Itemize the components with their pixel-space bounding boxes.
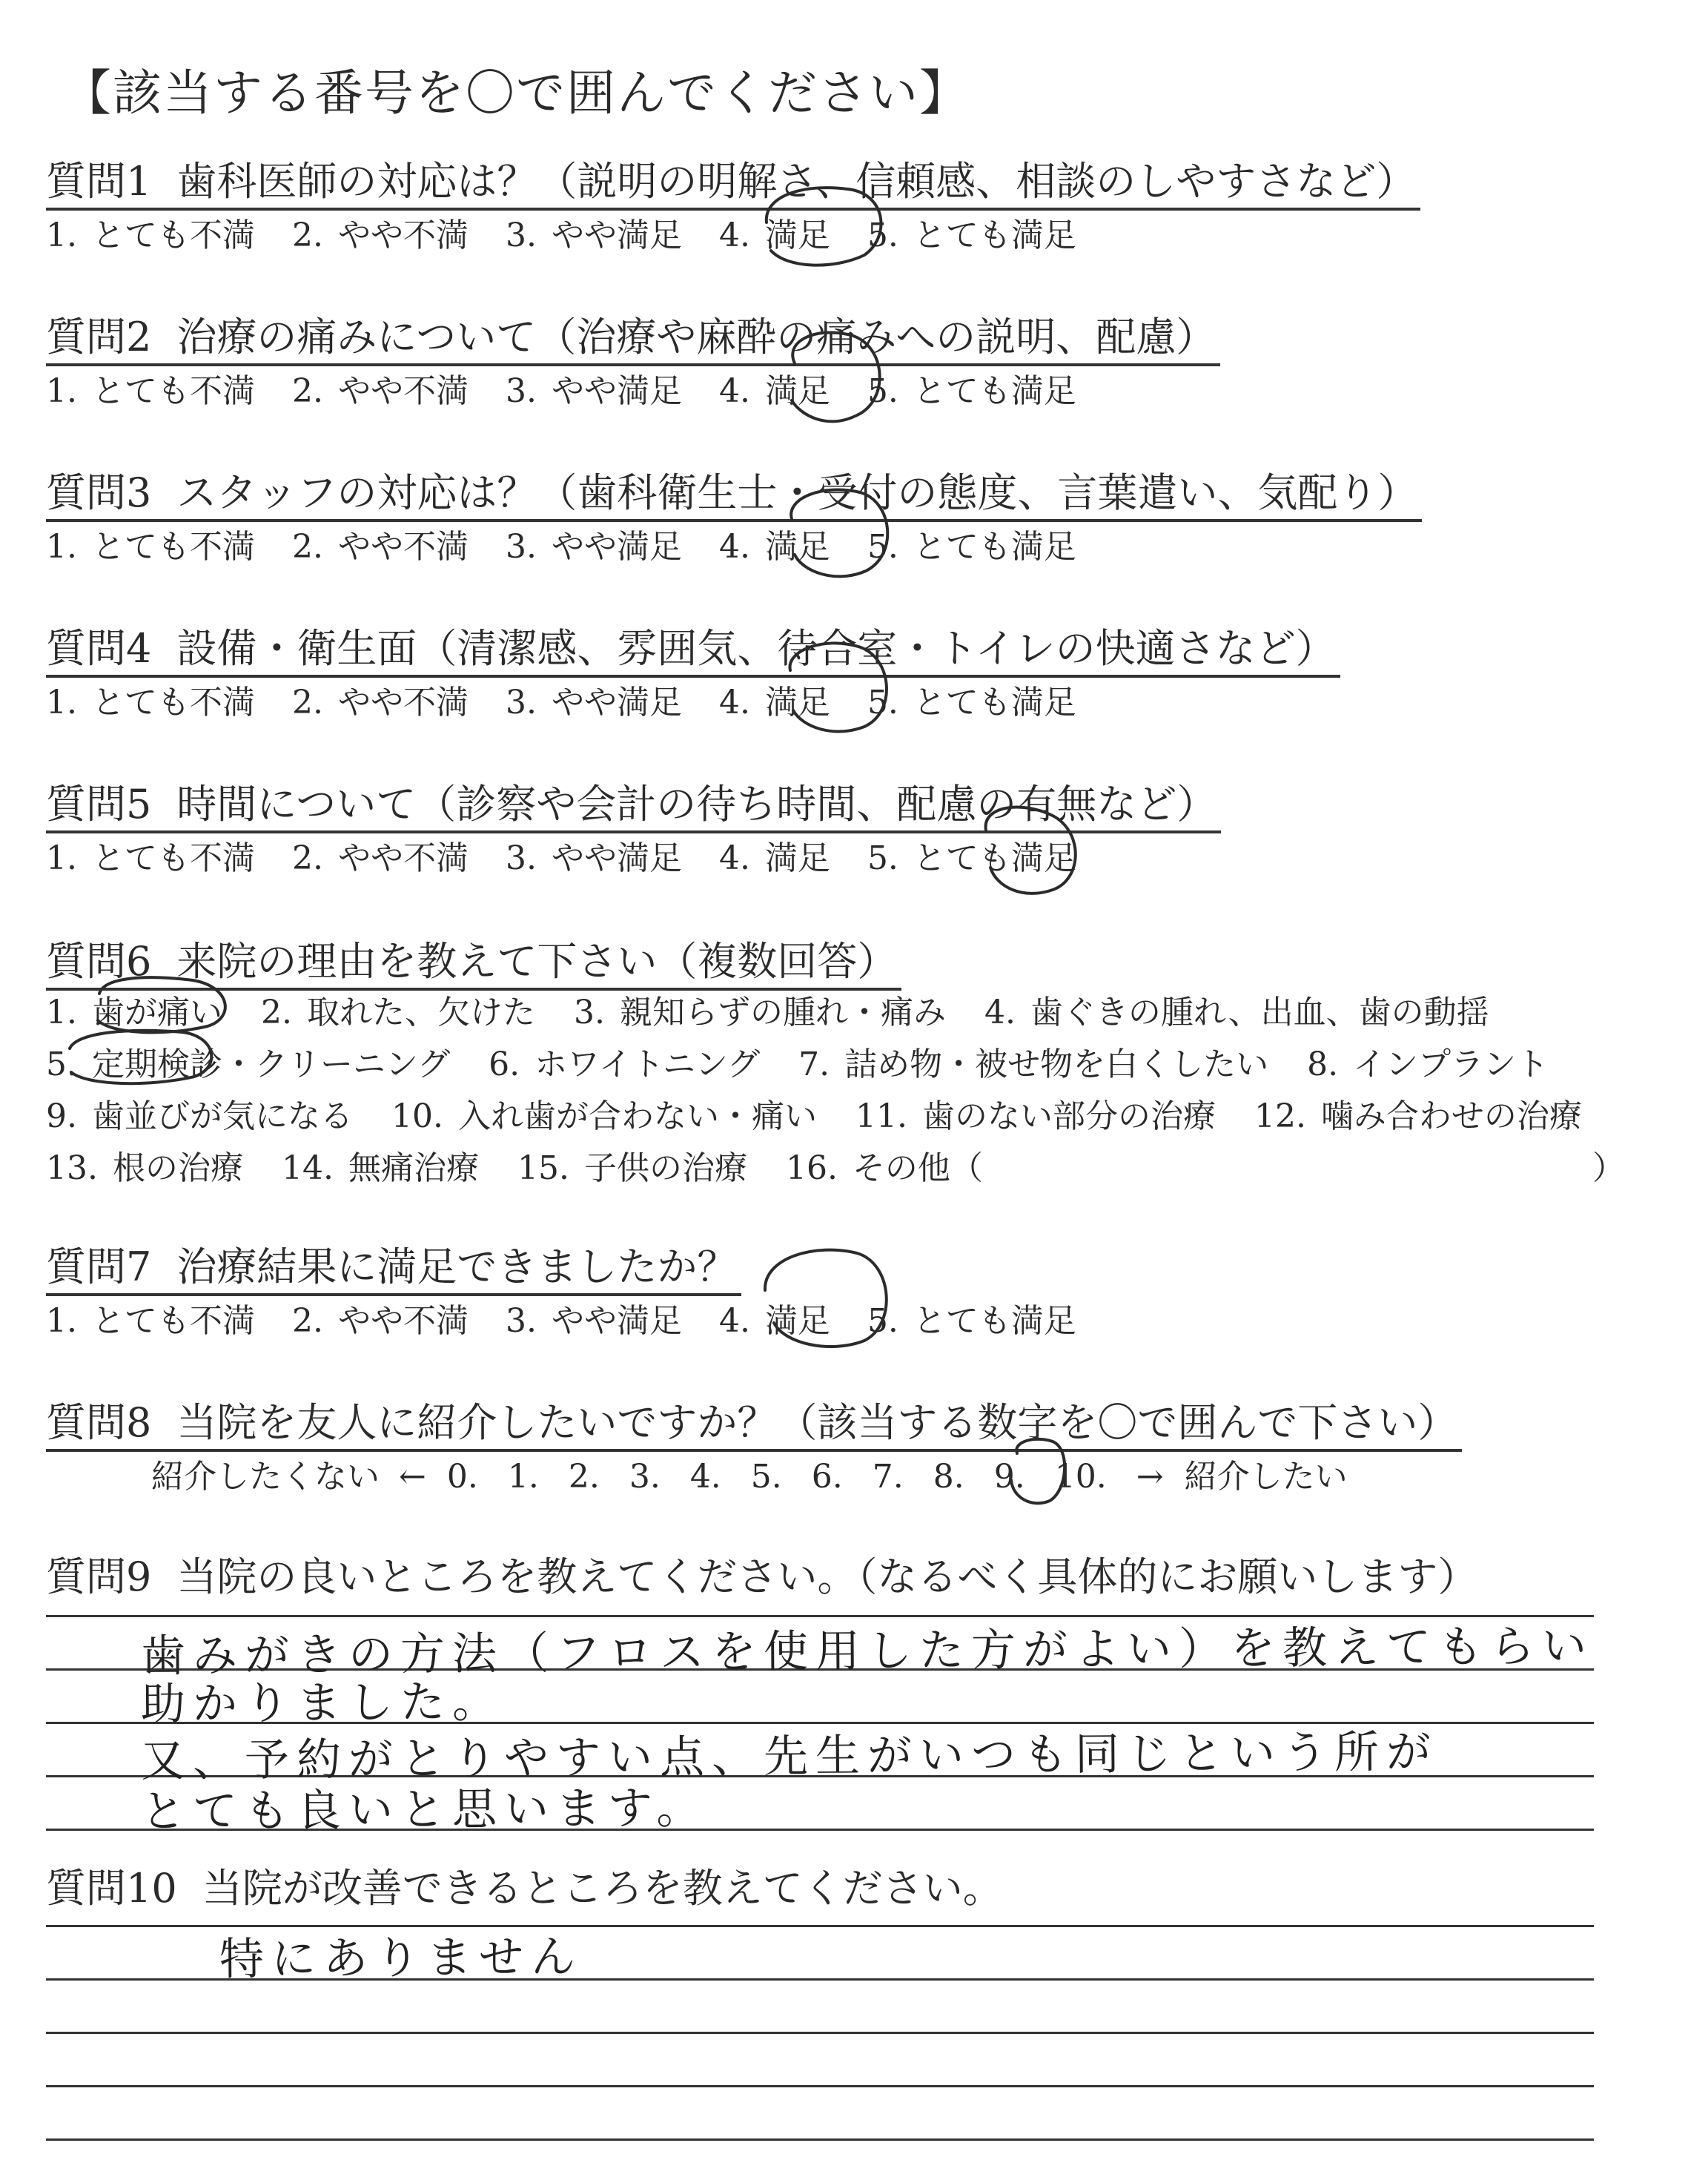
option-2[interactable]: 2. やや不満 [291,528,469,566]
score-7[interactable]: 7. [872,1458,904,1496]
answer-line [46,1615,1594,1617]
option-4[interactable]: 4. 満足 [718,1302,830,1340]
option-1[interactable]: 1. とても不満 [46,1302,255,1340]
option-4[interactable]: 4. 満足 [718,839,830,877]
q10-answer-line-1: 特にありません [219,1931,583,1986]
score-10[interactable]: 10. [1054,1458,1107,1496]
question-8-scale [151,1455,1348,1499]
option-4[interactable]: 4. 歯ぐきの腫れ、出血、歯の動揺 [984,994,1489,1031]
question-number: 質問6 [46,938,152,985]
option-7[interactable]: 7. 詰め物・被せ物を白くしたい [798,1046,1269,1083]
question-number: 質問10 [46,1865,177,1912]
question-text: 設備・衛生面（清潔感、雰囲気、待合室・トイレの快適さなど） [176,625,1336,672]
question-3-scale [46,525,1113,569]
question-6-row-2 [46,1043,1587,1087]
question-number: 質問5 [46,781,152,828]
question-text: スタッフの対応は？（歯科衛生士・受付の態度、言葉遣い、気配り） [176,469,1418,516]
question-number: 質問3 [46,469,152,516]
arrow-left-icon: ← [399,1458,426,1496]
other-close-paren: ） [1592,1149,1625,1187]
question-text: 来院の理由を教えて下さい（複数回答） [176,938,898,985]
question-6-row-3 [46,1094,1621,1139]
answer-line [46,1925,1594,1927]
question-number: 質問1 [46,158,152,205]
option-2[interactable]: 2. やや不満 [291,1302,469,1340]
option-3[interactable]: 3. やや満足 [505,217,682,254]
answer-line [46,2138,1594,2141]
question-text: 時間について（診察や会計の待ち時間、配慮の有無など） [176,781,1217,828]
scale-right-label: 紹介したい [1184,1458,1348,1496]
question-text: 当院の良いところを教えてください。（なるべく具体的にお願いします） [176,1553,1478,1600]
question-10-heading [46,1863,1007,1915]
option-1[interactable]: 1. とても不満 [46,684,255,721]
question-text: 治療の痛みについて（治療や麻酔の痛みへの説明、配慮） [176,314,1217,360]
question-6-row-4 [46,1146,1022,1191]
option-2[interactable]: 2. やや不満 [291,839,469,877]
option-1[interactable]: 1. 歯が痛い [46,994,222,1031]
question-9-heading [46,1551,1482,1603]
score-4[interactable]: 4. [689,1458,721,1496]
score-0[interactable]: 0. [446,1458,478,1496]
answer-line [46,2085,1594,2087]
option-1[interactable]: 1. とても不満 [46,217,255,254]
arrow-right-icon: → [1136,1458,1164,1496]
option-2[interactable]: 2. やや不満 [291,217,469,254]
option-3[interactable]: 3. やや満足 [505,839,682,877]
option-5[interactable]: 5. とても満足 [867,217,1076,254]
option-2[interactable]: 2. やや不満 [291,372,469,410]
option-3[interactable]: 3. やや満足 [505,1302,682,1340]
question-1-heading [46,156,1420,211]
question-number: 質問2 [46,314,152,360]
question-text: 当院が改善できるところを教えてください。 [202,1865,1003,1912]
q9-answer-line-3: 又、予約がとりやすい点、先生がいつも同じという所が [140,1725,1439,1788]
option-16[interactable]: 16. その他（ [785,1149,983,1187]
question-6-heading [46,936,901,991]
question-1-scale [46,214,1113,258]
option-1[interactable]: 1. とても不満 [46,528,255,566]
option-8[interactable]: 8. インプラント [1307,1046,1549,1083]
option-14[interactable]: 14. 無痛治療 [281,1149,479,1187]
score-3[interactable]: 3. [629,1458,661,1496]
q9-answer-line-2: 助かりました。 [140,1676,505,1731]
option-5[interactable]: 5. とても満足 [867,372,1076,410]
score-1[interactable]: 1. [507,1458,539,1496]
question-3-heading [46,467,1422,522]
option-2[interactable]: 2. やや不満 [291,684,469,721]
scale-left-label: 紹介したくない [151,1458,380,1496]
question-4-scale [46,681,1113,725]
answer-line [46,2032,1594,2034]
option-11[interactable]: 11. 歯のない部分の治療 [855,1097,1216,1135]
question-2-heading [46,311,1220,366]
option-3[interactable]: 3. やや満足 [505,528,682,566]
question-number: 質問9 [46,1553,152,1600]
option-3[interactable]: 3. やや満足 [505,372,682,410]
question-text: 歯科医師の対応は？（説明の明解さ、信頼感、相談のしやすさなど） [176,158,1417,205]
option-10[interactable]: 10. 入れ歯が合わない・痛い [391,1097,817,1135]
score-2[interactable]: 2. [568,1458,600,1496]
score-6[interactable]: 6. [811,1458,843,1496]
option-9[interactable]: 9. 歯並びが気になる [46,1097,353,1135]
score-9[interactable]: 9. [993,1458,1025,1496]
option-5[interactable]: 5. とても満足 [867,684,1076,721]
q9-answer-line-1: 歯みがきの方法（フロスを使用した方がよい）を教えてもらい [140,1620,1595,1682]
option-4[interactable]: 4. 満足 [718,217,830,254]
question-4-heading [46,623,1340,678]
score-5[interactable]: 5. [750,1458,782,1496]
option-4[interactable]: 4. 満足 [718,684,830,721]
question-8-heading [46,1397,1462,1452]
question-5-heading [46,779,1221,833]
option-5[interactable]: 5. とても満足 [867,839,1076,877]
question-6-row-1 [46,991,1528,1035]
page-title: 【該当する番号を〇で囲んでください】 [62,65,970,122]
option-6[interactable]: 6. ホワイトニング [489,1046,761,1083]
question-text: 治療結果に満足できましたか？ [176,1244,738,1290]
option-12[interactable]: 12. 噛み合わせの治療 [1254,1097,1582,1135]
option-5[interactable]: 5. とても満足 [867,1302,1076,1340]
option-1[interactable]: 1. とても不満 [46,839,255,877]
option-2[interactable]: 2. 取れた、欠けた [260,994,535,1031]
question-7-heading [46,1241,741,1296]
score-8[interactable]: 8. [933,1458,964,1496]
question-number: 質問7 [46,1244,152,1290]
option-5[interactable]: 5. とても満足 [867,528,1076,566]
question-number: 質問8 [46,1399,152,1446]
option-13[interactable]: 13. 根の治療 [46,1149,243,1187]
option-3[interactable]: 3. やや満足 [505,684,682,721]
question-7-scale [46,1299,1113,1344]
q9-answer-line-4: とても良いと思います。 [140,1782,709,1838]
option-5[interactable]: 5. 定期検診・クリーニング [46,1046,451,1083]
question-2-scale [46,369,1113,414]
option-4[interactable]: 4. 満足 [718,528,830,566]
option-4[interactable]: 4. 満足 [718,372,830,410]
question-5-scale [46,836,1113,881]
option-3[interactable]: 3. 親知らずの腫れ・痛み [573,994,946,1031]
question-text: 当院を友人に紹介したいですか？（該当する数字を〇で囲んで下さい） [176,1399,1458,1446]
option-15[interactable]: 15. 子供の治療 [517,1149,747,1187]
question-number: 質問4 [46,625,152,672]
option-1[interactable]: 1. とても不満 [46,372,255,410]
